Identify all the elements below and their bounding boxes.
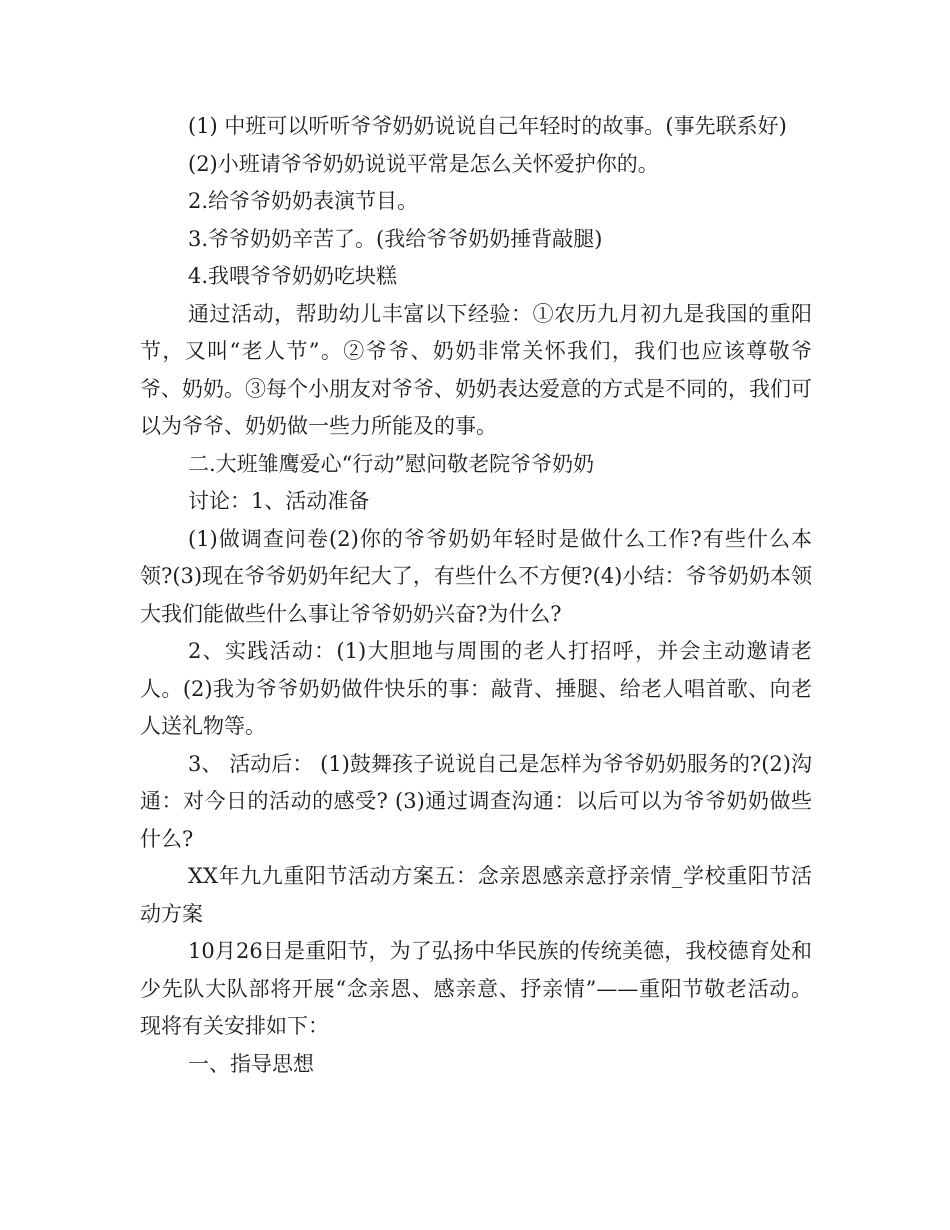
- paragraph-2: (2)小班请爷爷奶奶说说平常是怎么关怀爱护你的。: [188, 151, 659, 176]
- section-heading-2: 二.大班雏鹰爱心“行动”慰问敬老院爷爷奶奶: [188, 451, 595, 476]
- paragraph-8: 讨论：1、活动准备: [188, 489, 370, 513]
- document-body: [140, 108, 812, 1083]
- paragraph-6: 通过活动，帮助幼儿丰富以下经验：①农历九月初九是我国的重阳节，又叫“老人节”。②爷爷、奶奶非常关怀我们，我们也应该尊敬爷爷、奶奶。③每个小朋友对爷爷、奶奶表达爱意的方式是不同的，我们可以为爷爷、奶奶做一些力所能及的事。: [140, 301, 812, 438]
- paragraph-1: (1) 中班可以听听爷爷奶奶说说自己年轻时的故事。(事先联系好): [188, 114, 787, 138]
- paragraph-10: 2、实践活动：(1)大胆地与周围的老人打招呼，并会主动邀请老人。(2)我为爷爷奶奶做件快乐的事：敲背、捶腿、给老人唱首歌、向老人送礼物等。: [140, 639, 812, 738]
- plan-title: XX年九九重阳节活动方案五：念亲恩感亲意抒亲情_学校重阳节活动方案: [140, 864, 812, 926]
- paragraph-3: 2.给爷爷奶奶表演节目。: [188, 189, 419, 213]
- paragraph-5: 4.我喂爷爷奶奶吃块糕: [188, 264, 398, 288]
- paragraph-4: 3.爷爷奶奶辛苦了。(我给爷爷奶奶捶背敲腿): [188, 226, 603, 251]
- paragraph-11: 3、 活动后： (1)鼓舞孩子说说自己是怎样为爷爷奶奶服务的?(2)沟通：对今日的活动的感受? (3)通过调查沟通：以后可以为爷爷奶奶做些什么?: [140, 751, 812, 851]
- paragraph-13: 10月26日是重阳节，为了弘扬中华民族的传统美德，我校德育处和少先队大队部将开展“念亲恩、感亲意、抒亲情”——重阳节敬老活动。现将有关安排如下：: [140, 939, 812, 1038]
- section-heading-guiding-thought: 一、指导思想: [188, 1051, 314, 1076]
- paragraph-9: (1)做调查问卷(2)你的爷爷奶奶年轻时是做什么工作?有些什么本领?(3)现在爷爷奶奶年纪大了，有些什么不方便?(4)小结：爷爷奶奶本领大我们能做些什么事让爷爷奶奶兴奋?为什么?: [140, 526, 812, 626]
